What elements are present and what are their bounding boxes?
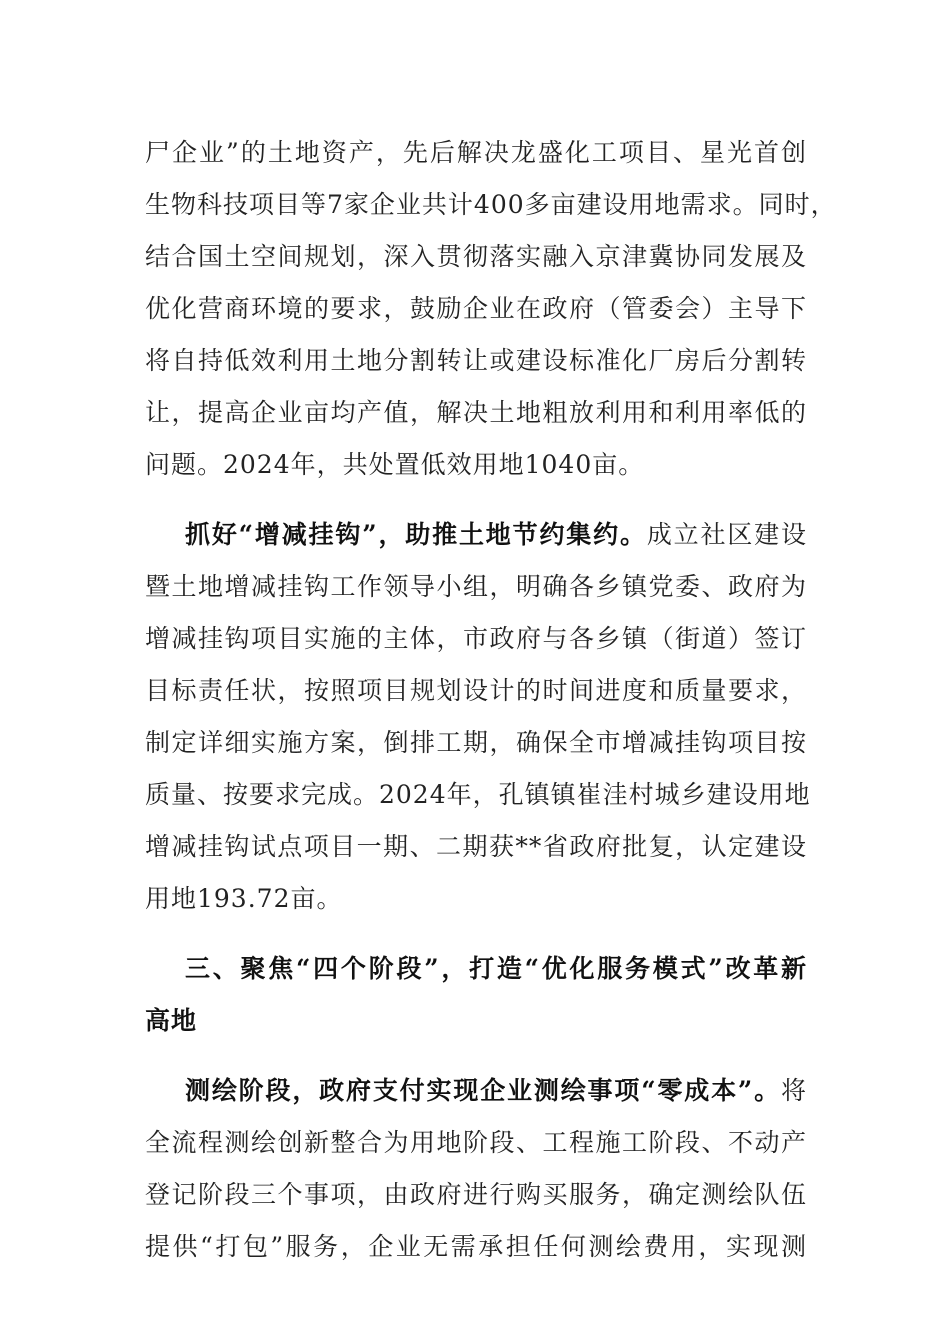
paragraph-surveying-stage	[145, 1065, 807, 1273]
paragraph-lead-bold: 抓好“增减挂钩”，助推土地节约集约。	[185, 520, 647, 549]
text-line: 增减挂钩试点项目一期、二期获**省政府批复，认定建设	[145, 832, 807, 861]
text-line: 优化营商环境的要求，鼓励企业在政府（管委会）主导下	[145, 294, 807, 323]
text-line: 生物科技项目等7家企业共计400多亩建设用地需求。同时，	[145, 190, 837, 219]
text-line: 用地193.72亩。	[145, 884, 343, 913]
paragraph-lead-bold: 测绘阶段，政府支付实现企业测绘事项“零成本”。	[185, 1076, 781, 1105]
paragraph-land-assets	[145, 127, 837, 491]
text-line: 将自持低效利用土地分割转让或建设标准化厂房后分割转	[145, 346, 807, 375]
text-line: 制定详细实施方案，倒排工期，确保全市增减挂钩项目按	[145, 728, 807, 757]
text-line: 登记阶段三个事项，由政府进行购买服务，确定测绘队伍	[145, 1180, 807, 1209]
text-line: 质量、按要求完成。2024年，孔镇镇崔洼村城乡建设用地	[145, 780, 811, 809]
document-page	[145, 127, 837, 1273]
text-line: 增减挂钩项目实施的主体，市政府与各乡镇（街道）签订	[145, 624, 807, 653]
text-line: 目标责任状，按照项目规划设计的时间进度和质量要求，	[145, 676, 807, 705]
paragraph-land-linkage	[145, 509, 811, 925]
text-line: 暨土地增减挂钩工作领导小组，明确各乡镇党委、政府为	[145, 572, 807, 601]
text-line: 结合国土空间规划，深入贯彻落实融入京津冀协同发展及	[145, 242, 807, 271]
section-heading	[145, 943, 807, 1047]
text-line: 让，提高企业亩均产值，解决土地粗放利用和利用率低的	[145, 398, 807, 427]
heading-line: 高地	[145, 1006, 198, 1035]
text-line: 提供“打包”服务，企业无需承担任何测绘费用，实现测	[145, 1232, 807, 1261]
text-line: 问题。2024年，共处置低效用地1040亩。	[145, 450, 645, 479]
text-line: 尸企业”的土地资产，先后解决龙盛化工项目、星光首创	[145, 138, 807, 167]
text-line: 全流程测绘创新整合为用地阶段、工程施工阶段、不动产	[145, 1128, 807, 1157]
paragraph-first-line	[145, 509, 807, 561]
paragraph-lead-rest: 将	[780, 1076, 807, 1105]
paragraph-lead-rest: 成立社区建设	[646, 520, 807, 549]
paragraph-first-line	[145, 1065, 807, 1117]
heading-line: 三、聚焦“四个阶段”，打造“优化服务模式”改革新	[185, 954, 807, 983]
